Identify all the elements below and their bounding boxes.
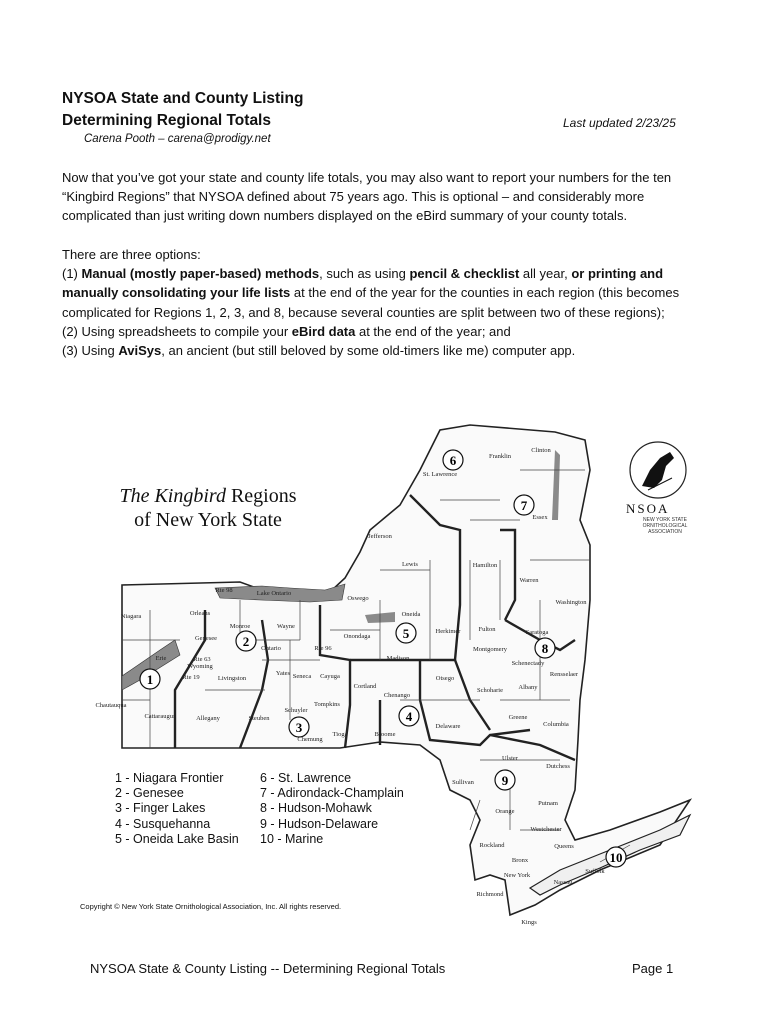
- kingbird-regions-map: [0, 420, 770, 940]
- option-2: (2) Using spreadsheets to compile your eBird data at the end of the year; and: [62, 323, 511, 339]
- county-label: Sullivan: [452, 779, 474, 786]
- nysoa-logo-subtext: NEW YORK STATE ORNITHOLOGICAL ASSOCIATION: [642, 517, 688, 535]
- county-label: Westchester: [530, 826, 562, 833]
- legend-item: 1 - Niagara Frontier: [115, 771, 224, 785]
- county-label: Washington: [555, 599, 587, 606]
- footer-title: NYSOA State & County Listing -- Determining Regional Totals: [90, 961, 446, 976]
- county-label: Onondaga: [343, 633, 371, 640]
- county-label: Chautauqua: [95, 702, 127, 709]
- county-label: Erie: [155, 655, 167, 662]
- nysoa-logo-text: NSOA: [626, 501, 670, 516]
- county-label: Kings: [521, 919, 537, 926]
- legend-item: 4 - Susquehanna: [115, 816, 211, 831]
- county-label: Oswego: [347, 595, 369, 602]
- author-line: Carena Pooth – carena@prodigy.net: [84, 133, 271, 145]
- county-label: Franklin: [488, 453, 512, 460]
- county-label: Bronx: [511, 857, 529, 864]
- legend-item: 7 - Adirondack-Champlain: [260, 786, 404, 801]
- county-label: Columbia: [543, 721, 569, 728]
- option-3: (3) Using AviSys, an ancient (but still beloved by some old-timers like me) computer app.: [62, 343, 576, 359]
- county-label: Otsego: [435, 675, 455, 682]
- option-1: (1) Manual (mostly paper-based) methods, such as using pencil & checklist all year, or printing and manually consolidating your life lists at the end of the year for the counties in each region (this becomes complicated for Regions 1, 2, 3, and 8, because several counties are split between two of these regions);: [62, 266, 680, 320]
- county-label: Wayne: [277, 623, 295, 630]
- legend-item: 10 - Marine: [260, 831, 324, 846]
- region-10-number: 10: [609, 850, 623, 865]
- document-title: NYSOA State and County Listing: [62, 90, 304, 107]
- county-label: Schenectady: [511, 660, 545, 667]
- county-label: Monroe: [229, 623, 251, 630]
- county-label: Warren: [519, 577, 539, 584]
- county-label: Oneida: [401, 611, 421, 618]
- county-label: Schuyler: [284, 707, 308, 714]
- county-label: Greene: [508, 714, 528, 721]
- county-label: Ulster: [502, 755, 518, 762]
- county-label: Seneca: [292, 673, 312, 680]
- county-label: Cortland: [353, 683, 377, 690]
- county-label: Fulton: [478, 626, 496, 633]
- options-paragraph: [62, 245, 712, 360]
- county-label: Tioga: [332, 731, 348, 738]
- legend-right: [260, 771, 404, 847]
- county-label: Essex: [532, 514, 548, 521]
- county-label: Suffolk: [585, 868, 605, 875]
- county-label: Ontario: [261, 645, 281, 652]
- map-feature-label: Lake Ontario: [256, 590, 292, 597]
- region-2-number: 2: [242, 634, 250, 649]
- legend-item: 3 - Finger Lakes: [115, 801, 206, 816]
- county-label: Wyoming: [187, 663, 213, 670]
- county-label: Queens: [554, 843, 574, 850]
- county-label: Rensselaer: [549, 671, 579, 678]
- last-updated: Last updated 2/23/25: [563, 116, 676, 130]
- nysoa-logo-icon: [630, 442, 686, 498]
- region-8-number: 8: [541, 641, 549, 656]
- legend-item: 2 - Genesee: [115, 786, 184, 801]
- region-4-number: 4: [405, 709, 413, 724]
- legend-item: 8 - Hudson-Mohawk: [260, 801, 372, 816]
- county-label: Livingston: [217, 675, 247, 682]
- region-9-number: 9: [501, 773, 509, 788]
- county-label: Niagara: [120, 613, 142, 620]
- county-label: Chemung: [297, 736, 323, 743]
- page-number: Page 1: [632, 961, 674, 976]
- county-label: Chenango: [383, 692, 411, 699]
- region-1-number: 1: [146, 672, 154, 687]
- county-label: Clinton: [531, 447, 551, 454]
- legend-item: 9 - Hudson-Delaware: [260, 816, 379, 831]
- county-label: Jefferson: [368, 533, 392, 540]
- county-label: Schoharie: [477, 687, 503, 694]
- county-label: Yates: [275, 670, 291, 677]
- county-label: Madison: [386, 655, 410, 662]
- county-label: Allegany: [196, 715, 220, 722]
- county-label: Delaware: [435, 723, 461, 730]
- county-label: Orange: [495, 808, 515, 815]
- county-label: St. Lawrence: [422, 471, 458, 478]
- county-label: Putnam: [538, 800, 558, 807]
- map-feature-label: Rte 63: [193, 656, 211, 663]
- region-6-number: 6: [449, 453, 457, 468]
- county-label: Cayuga: [320, 673, 340, 680]
- county-label: New York: [503, 872, 531, 879]
- copyright-note: Copyright © New York State Ornithological Association, Inc. All rights reserved.: [80, 902, 342, 911]
- region-7-number: 7: [520, 498, 528, 513]
- county-label: Steuben: [248, 715, 270, 722]
- county-label: Dutchess: [546, 763, 570, 770]
- county-label: Orleans: [189, 610, 211, 617]
- intro-paragraph: Now that you’ve got your state and county life totals, you may also want to report your numbers for the ten “Kingbird Regions” that NYSOA defined about 75 years ago. This is optional – and considerably more complicated than just writing down numbers displayed on the eBird summary of your county totals.: [62, 170, 672, 224]
- county-label: Montgomery: [473, 646, 507, 653]
- county-label: Lewis: [402, 561, 418, 568]
- county-label: Rockland: [479, 842, 505, 849]
- county-label: Cattaraugus: [144, 713, 176, 720]
- map-feature-label: Rte 96: [314, 645, 332, 652]
- legend-item: 5 - Oneida Lake Basin: [115, 831, 239, 846]
- region-3-number: 3: [295, 720, 303, 735]
- county-label: Albany: [518, 684, 538, 691]
- county-label: Hamilton: [472, 562, 498, 569]
- map-feature-label: Rte 98: [215, 587, 233, 594]
- options-lead: There are three options:: [62, 247, 201, 262]
- county-label: Tompkins: [314, 701, 340, 708]
- legend-left: [115, 771, 239, 847]
- legend-item: 6 - St. Lawrence: [260, 771, 352, 785]
- county-label: Nassau: [553, 879, 573, 886]
- county-label: Saratoga: [525, 629, 549, 636]
- county-label: Genesee: [194, 635, 218, 642]
- county-label: Herkimer: [435, 628, 461, 635]
- county-label: Richmond: [476, 891, 504, 898]
- map-feature-label: Rte 19: [182, 674, 200, 681]
- region-5-number: 5: [402, 626, 410, 641]
- county-label: Broome: [374, 731, 396, 738]
- map-title: The Kingbird Regions of New York State: [119, 485, 297, 531]
- document-subtitle: Determining Regional Totals: [62, 112, 271, 129]
